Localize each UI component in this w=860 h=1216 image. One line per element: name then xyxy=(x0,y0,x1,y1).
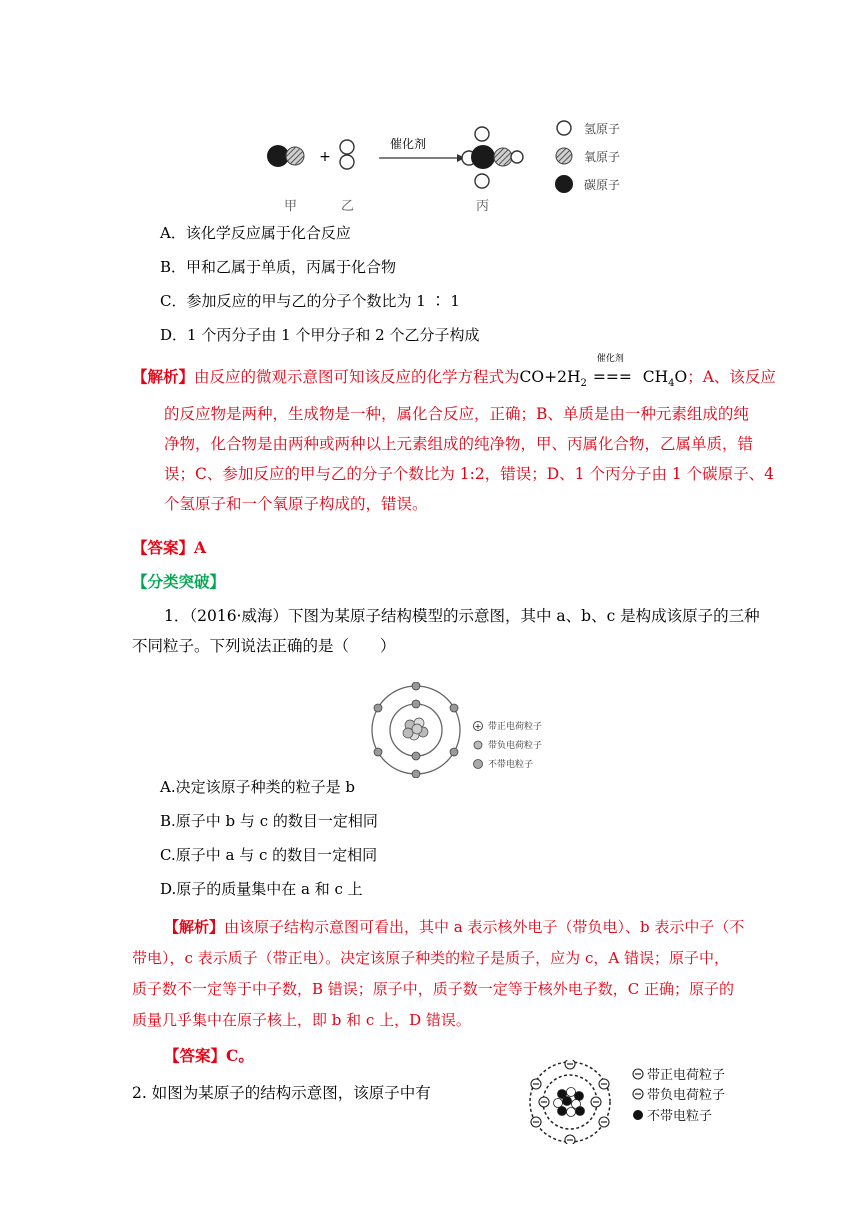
question-3-text: 2. 如图为某原子的结构示意图，该原子中有 xyxy=(132,1084,431,1102)
q2-option-a: A.决定该原子种类的粒子是 b xyxy=(160,778,355,796)
option-a: A．该化学反应属于化合反应 xyxy=(160,224,351,242)
molecule-b xyxy=(340,140,354,169)
answer-1: 【答案】A xyxy=(132,538,207,557)
catalyst-label: 催化剂 xyxy=(389,137,427,151)
legend-hydrogen: 氢原子 xyxy=(584,122,621,136)
chemical-equation: $CO+2H_2$ 催化剂 === $CH_4O$ xyxy=(520,368,688,386)
option-b: B．甲和乙属于单质，丙属于化合物 xyxy=(160,258,397,276)
question-2-line1: 1．（2016·威海）下图为某原子结构模型的示意图，其中 a、b、c 是构成该原子的三种 xyxy=(164,607,760,625)
legend-negative: 带负电荷粒子 xyxy=(488,741,543,751)
legend-positive: 带正电荷粒子 xyxy=(488,722,543,732)
plus-sign: + xyxy=(319,149,331,165)
molecule-product xyxy=(462,127,523,188)
label-jia: 甲 xyxy=(284,199,298,214)
legend-neutral: 不带电粒子 xyxy=(488,760,534,770)
reaction-legend xyxy=(555,121,620,193)
legend-oxygen: 氧原子 xyxy=(584,150,621,164)
atom-model-figure-2 xyxy=(524,1060,734,1144)
analysis-1-tag: 【解析】 xyxy=(132,367,195,386)
svg-text:+: + xyxy=(474,722,482,731)
atom-model-figure-1 xyxy=(370,682,550,778)
option-c: C．参加反应的甲与乙的分子个数比为 1 ∶ 1 xyxy=(160,292,460,310)
question-2-line2: 不同粒子。下列说法正确的是（ ） xyxy=(132,637,396,655)
q2-option-c: C.原子中 a 与 c 的数目一定相同 xyxy=(160,846,378,864)
equation-catalyst: 催化剂 xyxy=(596,354,624,364)
label-bing: 丙 xyxy=(476,199,490,214)
legend-carbon: 碳原子 xyxy=(584,178,621,192)
analysis-2-tag: 【解析】 xyxy=(164,918,225,936)
molecule-a xyxy=(267,145,304,167)
analysis-1: 【解析】由反应的微观示意图可知该反应的化学方程式为$CO+2H_2$ 催化剂 === $CH_4O$；A、该反应 的反应物是两种，生成物是一种，属化合反应，正确；B、单质是由一种元素组成的纯 净物，化合物是由两种或两种以上元素组成的纯净物，甲、丙属化合物，乙属单质，错 误；C、参加反应的甲与乙的分子个数比为 1:2，错误；D、1 个丙分子由 1 个碳原子、4 个氢原子和一个氧原子构成的，错误。 xyxy=(132,362,772,519)
analysis-2: 【解析】由该原子结构示意图可看出，其中 a 表示核外电子（带负电）、b 表示中子（不 带电），c 表示质子（带正电）。决定该原子种类的粒子是质子，应为 c，A 错误；原子中， 质子数不一定等于中子数，B 错误；原子中，质子数一定等于核外电子数，C 正确；原子的 质量几乎集中在原子核上，即 b 和 c 上，D 错误。 xyxy=(132,918,745,1029)
section-title: 【分类突破】 xyxy=(132,572,226,591)
reaction-diagram xyxy=(262,118,634,214)
q2-option-d: D.原子的质量集中在 a 和 c 上 xyxy=(160,880,363,898)
legend2-negative: 带负电荷粒子 xyxy=(647,1088,726,1103)
option-d: D．1 个丙分子由 1 个甲分子和 2 个乙分子构成 xyxy=(160,326,480,344)
label-yi: 乙 xyxy=(341,199,355,214)
legend2-neutral: 不带电粒子 xyxy=(647,1109,713,1124)
reaction-figure xyxy=(262,118,634,214)
q2-option-b: B.原子中 b 与 c 的数目一定相同 xyxy=(160,812,378,830)
answer-2: 【答案】C。 xyxy=(164,1046,254,1065)
legend2-positive: 带正电荷粒子 xyxy=(647,1068,726,1083)
